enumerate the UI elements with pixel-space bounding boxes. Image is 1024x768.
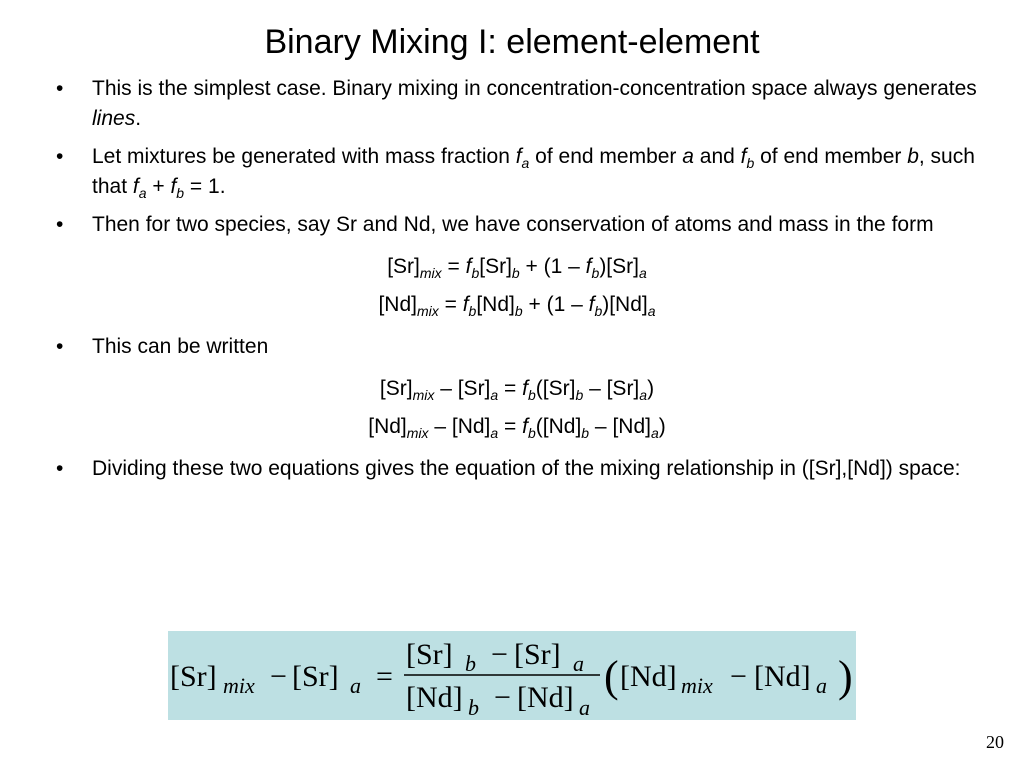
conservation-equations: [52, 248, 982, 324]
var-f: f: [462, 293, 469, 316]
var-f: f: [585, 255, 592, 278]
formula-minus: −: [491, 638, 508, 671]
formula-denominator-term: [Nd]: [517, 681, 574, 714]
bullet-text: This is the simplest case. Binary mixing in concentration-concentration space always generates: [92, 77, 977, 100]
eq-term: + (1 –: [522, 293, 589, 316]
sub-b: b: [176, 185, 185, 201]
formula-minus: −: [730, 660, 747, 693]
eq-term: [Nd]: [476, 293, 515, 316]
bullet-text: Then for two species, say Sr and Nd, we have conservation of atoms and mass in the form: [92, 213, 934, 236]
bullet-written: [52, 332, 982, 362]
sub-b: b: [527, 425, 536, 441]
formula-term: [Nd]: [620, 660, 677, 693]
eq-term: ([Nd]: [535, 415, 582, 438]
formula-term: [Nd]: [754, 660, 811, 693]
formula-denominator-term: [Nd]: [406, 681, 463, 714]
sub-b: b: [575, 387, 584, 403]
formula-paren-open: (: [604, 652, 619, 701]
var-f: f: [588, 293, 595, 316]
equation-sr-mix: [52, 248, 982, 286]
formula-sub: b: [468, 695, 479, 720]
eq-term: – [Sr]: [434, 377, 491, 400]
eq-term: [Sr]: [479, 255, 512, 278]
var-b: b: [907, 145, 919, 168]
formula-numerator-term: [Sr]: [406, 638, 453, 671]
sub-a: a: [638, 265, 647, 281]
formula-sub: b: [465, 651, 476, 676]
eq-term: [Nd]: [368, 415, 407, 438]
difference-equations: [52, 370, 982, 446]
eq-term: – [Nd]: [589, 415, 651, 438]
var-a: a: [682, 145, 694, 168]
bullet-text: , such that: [92, 145, 975, 198]
formula-term: [Sr]: [292, 660, 339, 693]
eq-term: + (1 –: [519, 255, 586, 278]
emphasis-lines: lines: [92, 107, 136, 130]
formula-sub: a: [816, 673, 827, 698]
bullet-end: .: [135, 107, 142, 130]
eq-sign: =: [498, 377, 523, 400]
sub-b: b: [581, 425, 590, 441]
eq-term: [Nd]: [378, 293, 417, 316]
equals-one: = 1.: [184, 175, 226, 198]
sub-a: a: [650, 425, 659, 441]
formula-numerator-term: [Sr]: [514, 638, 561, 671]
eq-term: – [Nd]: [428, 415, 491, 438]
formula-sub: mix: [223, 673, 255, 698]
var-f: f: [522, 415, 528, 438]
var-f: f: [515, 145, 522, 168]
bullet-mass-fraction: [52, 142, 982, 202]
sub-mix: mix: [416, 303, 439, 319]
sub-b: b: [591, 265, 600, 281]
sub-b: b: [468, 303, 477, 319]
sub-a: a: [521, 155, 530, 171]
formula-term: [Sr]: [170, 660, 217, 693]
formula-sub: a: [579, 695, 590, 720]
sub-b: b: [511, 265, 520, 281]
equation-nd-mix: [52, 286, 982, 324]
sub-a: a: [490, 387, 499, 403]
eq-term: ([Sr]: [535, 377, 576, 400]
sub-a: a: [138, 185, 147, 201]
formula-minus: −: [270, 660, 287, 693]
eq-term: [Sr]: [387, 255, 420, 278]
bullet-text: and: [693, 145, 741, 168]
equation-nd-diff: [52, 408, 982, 446]
bullet-simplest-case: [52, 74, 982, 134]
bullet-dividing: [52, 454, 982, 484]
sub-mix: mix: [406, 425, 429, 441]
eq-sign: =: [498, 415, 523, 438]
sub-b: b: [471, 265, 480, 281]
formula-sub: mix: [681, 673, 713, 698]
plus-sign: +: [146, 175, 171, 198]
sub-b: b: [527, 387, 536, 403]
bullet-text: Let mixtures be generated with mass fraction: [92, 145, 516, 168]
formula-equals: =: [376, 660, 393, 693]
page-number: 20: [986, 732, 1004, 752]
formula-minus: −: [494, 681, 511, 714]
bullet-text: of end member: [754, 145, 908, 168]
sub-a: a: [639, 387, 648, 403]
var-f: f: [465, 255, 472, 278]
sub-mix: mix: [419, 265, 442, 281]
formula-sub: a: [573, 651, 584, 676]
sub-b: b: [746, 155, 755, 171]
eq-term: ): [647, 377, 655, 400]
eq-term: )[Sr]: [599, 255, 639, 278]
bullet-text: This can be written: [92, 335, 269, 358]
eq-term: [Sr]: [379, 377, 413, 400]
sub-b: b: [594, 303, 603, 319]
eq-term: ): [658, 415, 666, 438]
sub-a: a: [647, 303, 656, 319]
equation-sr-diff: [52, 370, 982, 408]
var-f: f: [522, 377, 528, 400]
bullet-text: Dividing these two equations gives the equation of the mixing relationship in ([Sr],[Nd]) space:: [92, 457, 961, 480]
eq-term: )[Nd]: [602, 293, 648, 316]
bullet-list: [52, 74, 982, 492]
bullet-text: of end member: [529, 145, 683, 168]
var-f: f: [132, 175, 139, 198]
var-f: f: [740, 145, 747, 168]
slide-title: Binary Mixing I: element-element: [264, 23, 760, 61]
eq-sign: =: [441, 255, 466, 278]
sub-mix: mix: [412, 387, 435, 403]
sub-b: b: [514, 303, 523, 319]
formula-sub: a: [350, 673, 361, 698]
bullet-conservation: [52, 210, 982, 240]
eq-term: – [Sr]: [583, 377, 640, 400]
eq-sign: =: [438, 293, 463, 316]
var-f: f: [170, 175, 177, 198]
mixing-formula-box: [168, 631, 856, 720]
sub-a: a: [490, 425, 499, 441]
formula-paren-close: ): [838, 652, 853, 701]
